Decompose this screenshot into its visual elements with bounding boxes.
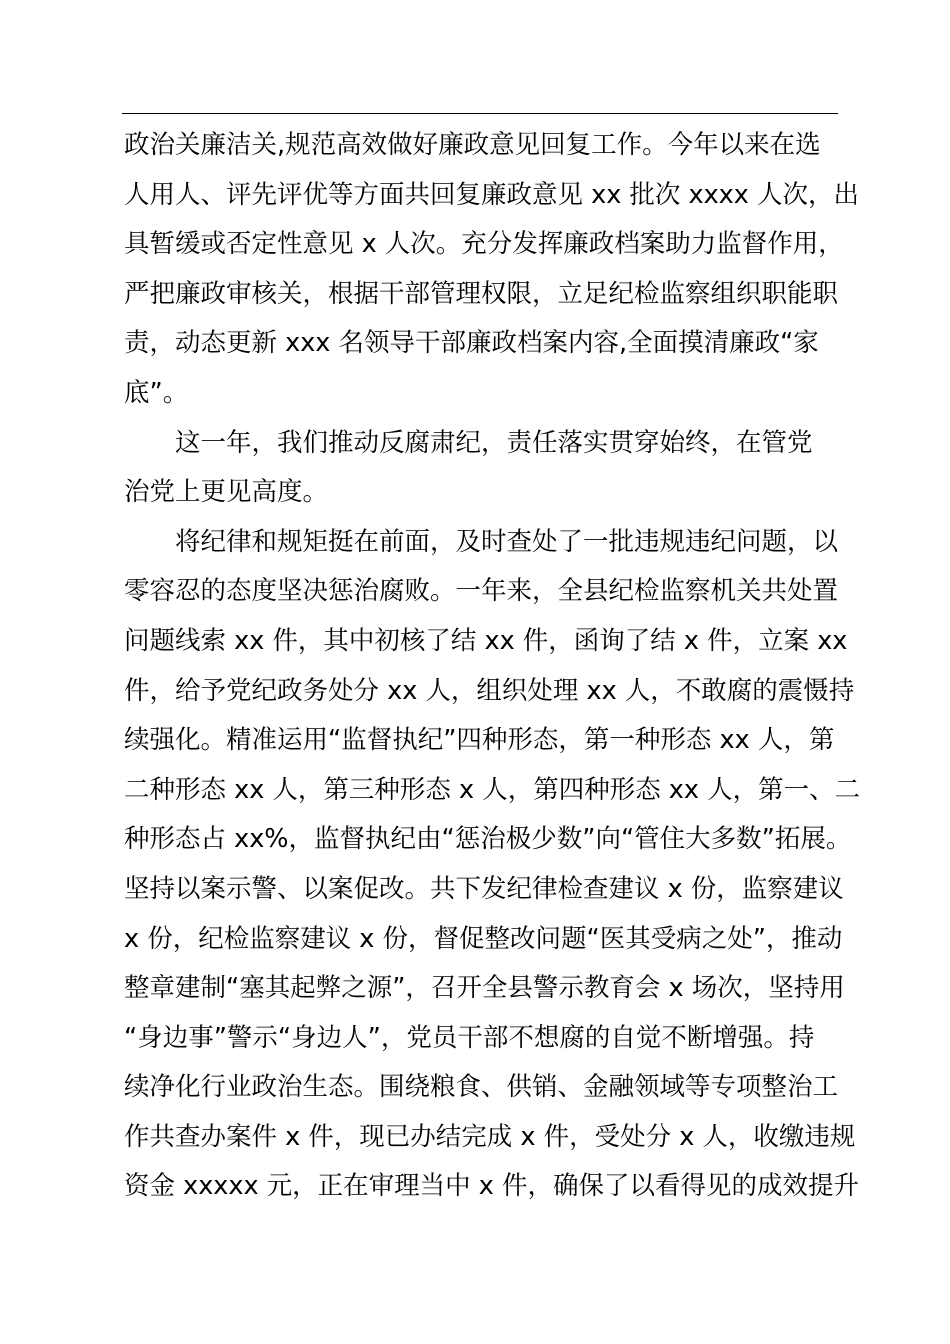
text-line: 续强化。精准运用“监督执纪”四种形态，第一种形态 xx 人，第 xyxy=(124,725,835,756)
text-line: 二种形态 xx 人，第三种形态 x 人，第四种形态 xx 人，第一、二 xyxy=(124,774,861,805)
text-line: 资金 xxxxx 元，正在审理当中 x 件，确保了以看得见的成效提升 xyxy=(124,1171,859,1202)
text-line: 严把廉政审核关，根据干部管理权限，立足纪检监察组织职能职 xyxy=(124,278,839,309)
text-line: 种形态占 xx%，监督执纪由“惩治极少数”向“管住大多数”拓展。 xyxy=(124,824,852,855)
text-line: 件，给予党纪政务处分 xx 人，组织处理 xx 人，不敢腐的震慑持 xyxy=(124,675,855,706)
text-line: 底”。 xyxy=(124,377,189,408)
paragraph-start-line: 将纪律和规矩挺在前面，及时查处了一批违规违纪问题，以 xyxy=(175,526,839,557)
text-line: x 份，纪检监察建议 x 份，督促整改问题“医其受病之处”，推动 xyxy=(124,923,843,954)
header-rule xyxy=(122,113,838,114)
text-line: 政治关廉洁关,规范高效做好廉政意见回复工作。今年以来在选 xyxy=(124,130,821,160)
body-text xyxy=(124,121,861,1212)
text-line: 续净化行业政治生态。围绕粮食、供销、金融领域等专项整治工 xyxy=(124,1072,839,1103)
paragraph-start-line: 这一年，我们推动反腐肃纪，责任落实贯穿始终，在管党 xyxy=(175,427,813,458)
text-line: 治党上更见高度。 xyxy=(124,477,329,508)
text-line: 责，动态更新 xxx 名领导干部廉政档案内容,全面摸清廉政“家 xyxy=(124,328,819,359)
text-line: 具暂缓或否定性意见 x 人次。充分发挥廉政档案助力监督作用， xyxy=(124,229,844,260)
text-line: 整章建制“塞其起弊之源”，召开全县警示教育会 x 场次，坚持用 xyxy=(124,973,845,1004)
text-line: 人用人、评先评优等方面共回复廉政意见 xx 批次 xxxx 人次，出 xyxy=(124,179,859,210)
text-line: 坚持以案示警、以案促改。共下发纪律检查建议 x 份，监察建议 xyxy=(124,873,844,904)
text-line: 作共查办案件 x 件，现已办结完成 x 件，受处分 x 人，收缴违规 xyxy=(124,1121,856,1152)
text-line: 零容忍的态度坚决惩治腐败。一年来，全县纪检监察机关共处置 xyxy=(124,576,839,607)
text-line: 问题线索 xx 件，其中初核了结 xx 件，函询了结 x 件，立案 xx xyxy=(124,625,848,656)
text-line: “身边事”警示“身边人”，党员干部不想腐的自觉不断增强。持 xyxy=(124,1022,815,1053)
